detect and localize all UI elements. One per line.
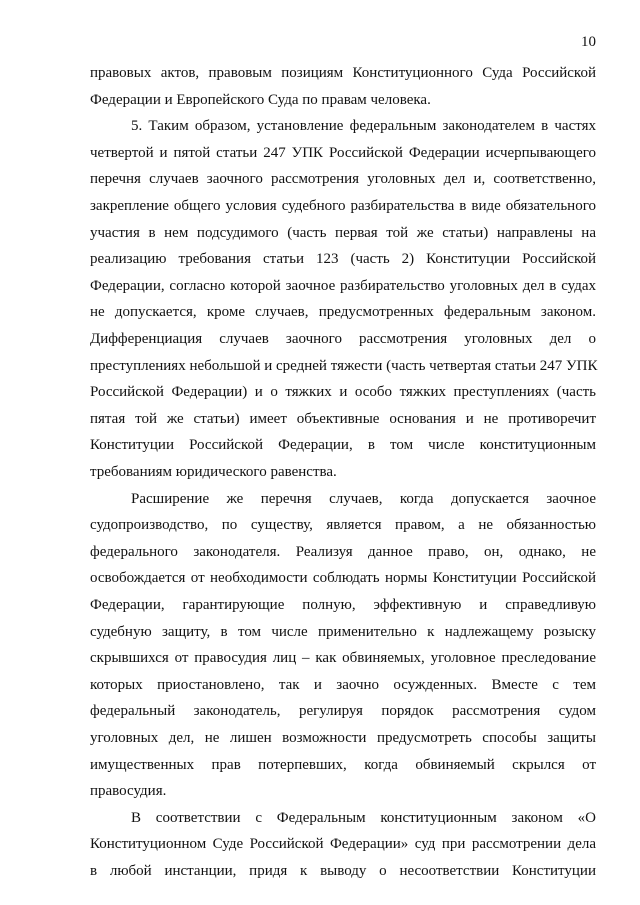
- text-line: в любой инстанции, придя к выводу о несоответствии Конституции: [90, 863, 596, 879]
- text-line: В соответствии с Федеральным конституционным законом «О: [131, 809, 596, 826]
- text-line: судебную защиту, в том числе применительно к надлежащему розыску: [90, 623, 596, 640]
- text-line: не допускается, кроме случаев, предусмотренных федеральным законом.: [90, 304, 596, 321]
- text-line: федеральный законодатель, регулируя порядок рассмотрения судом: [90, 703, 596, 720]
- text-line: скрывшихся от правосудия лиц – как обвиняемых, уголовное преследование: [90, 650, 596, 667]
- text-line: судопроизводство, по существу, является правом, а не обязанностью: [90, 517, 596, 534]
- text-line: требованиям юридического равенства.: [90, 464, 337, 480]
- text-line: Конституционном Суде Российской Федерации» суд при рассмотрении дела: [90, 836, 596, 853]
- text-line: четвертой и пятой статьи 247 УПК Российской Федерации исчерпывающего: [90, 144, 596, 161]
- text-line: Конституции Российской Федерации, в том числе конституционным: [90, 437, 596, 454]
- text-line: имущественных прав потерпевших, когда обвиняемый скрылся от: [90, 756, 596, 773]
- text-line: участия в нем подсудимого (часть первая той же статьи) направлены на: [90, 224, 596, 241]
- text-line: закрепление общего условия судебного разбирательства в виде обязательного: [90, 198, 596, 214]
- text-line: которых приостановлено, так и заочно осужденных. Вместе с тем: [90, 676, 596, 693]
- text-line: Российской Федерации) и о тяжких и особо тяжких преступлениях (часть: [90, 384, 596, 401]
- text-line: 5. Таким образом, установление федеральным законодателем в частях: [131, 118, 596, 135]
- text-line: Дифференциация случаев заочного рассмотрения уголовных дел о: [90, 331, 596, 347]
- text-line: освобождается от необходимости соблюдать нормы Конституции Российской: [90, 570, 596, 587]
- text-line: правовых актов, правовым позициям Конституционного Суда Российской: [90, 65, 596, 81]
- text-line: реализацию требования статьи 123 (часть 2) Конституции Российской: [90, 251, 596, 268]
- text-line: перечня случаев заочного рассмотрения уголовных дел и, соответственно,: [90, 171, 596, 188]
- text-line: пятая той же статьи) имеет объективные основания и не противоречит: [90, 410, 596, 427]
- text-line: федерального законодателя. Реализуя данное право, он, однако, не: [90, 543, 596, 560]
- page-number: 10: [581, 34, 596, 50]
- text-line: Федерации, согласно которой заочное разбирательство уголовных дел в судах: [90, 277, 596, 294]
- text-line: преступлениях небольшой и средней тяжести (часть четвертая статьи 247 УПК: [90, 357, 598, 374]
- text-line: Федерации, гарантирующие полную, эффективную и справедливую: [90, 597, 596, 613]
- text-line: Расширение же перечня случаев, когда допускается заочное: [131, 490, 596, 507]
- text-line: уголовных дел, не лишен возможности предусмотреть способы защиты: [90, 730, 596, 746]
- text-line: Федерации и Европейского Суда по правам человека.: [90, 91, 431, 108]
- text-line: правосудия.: [90, 783, 167, 800]
